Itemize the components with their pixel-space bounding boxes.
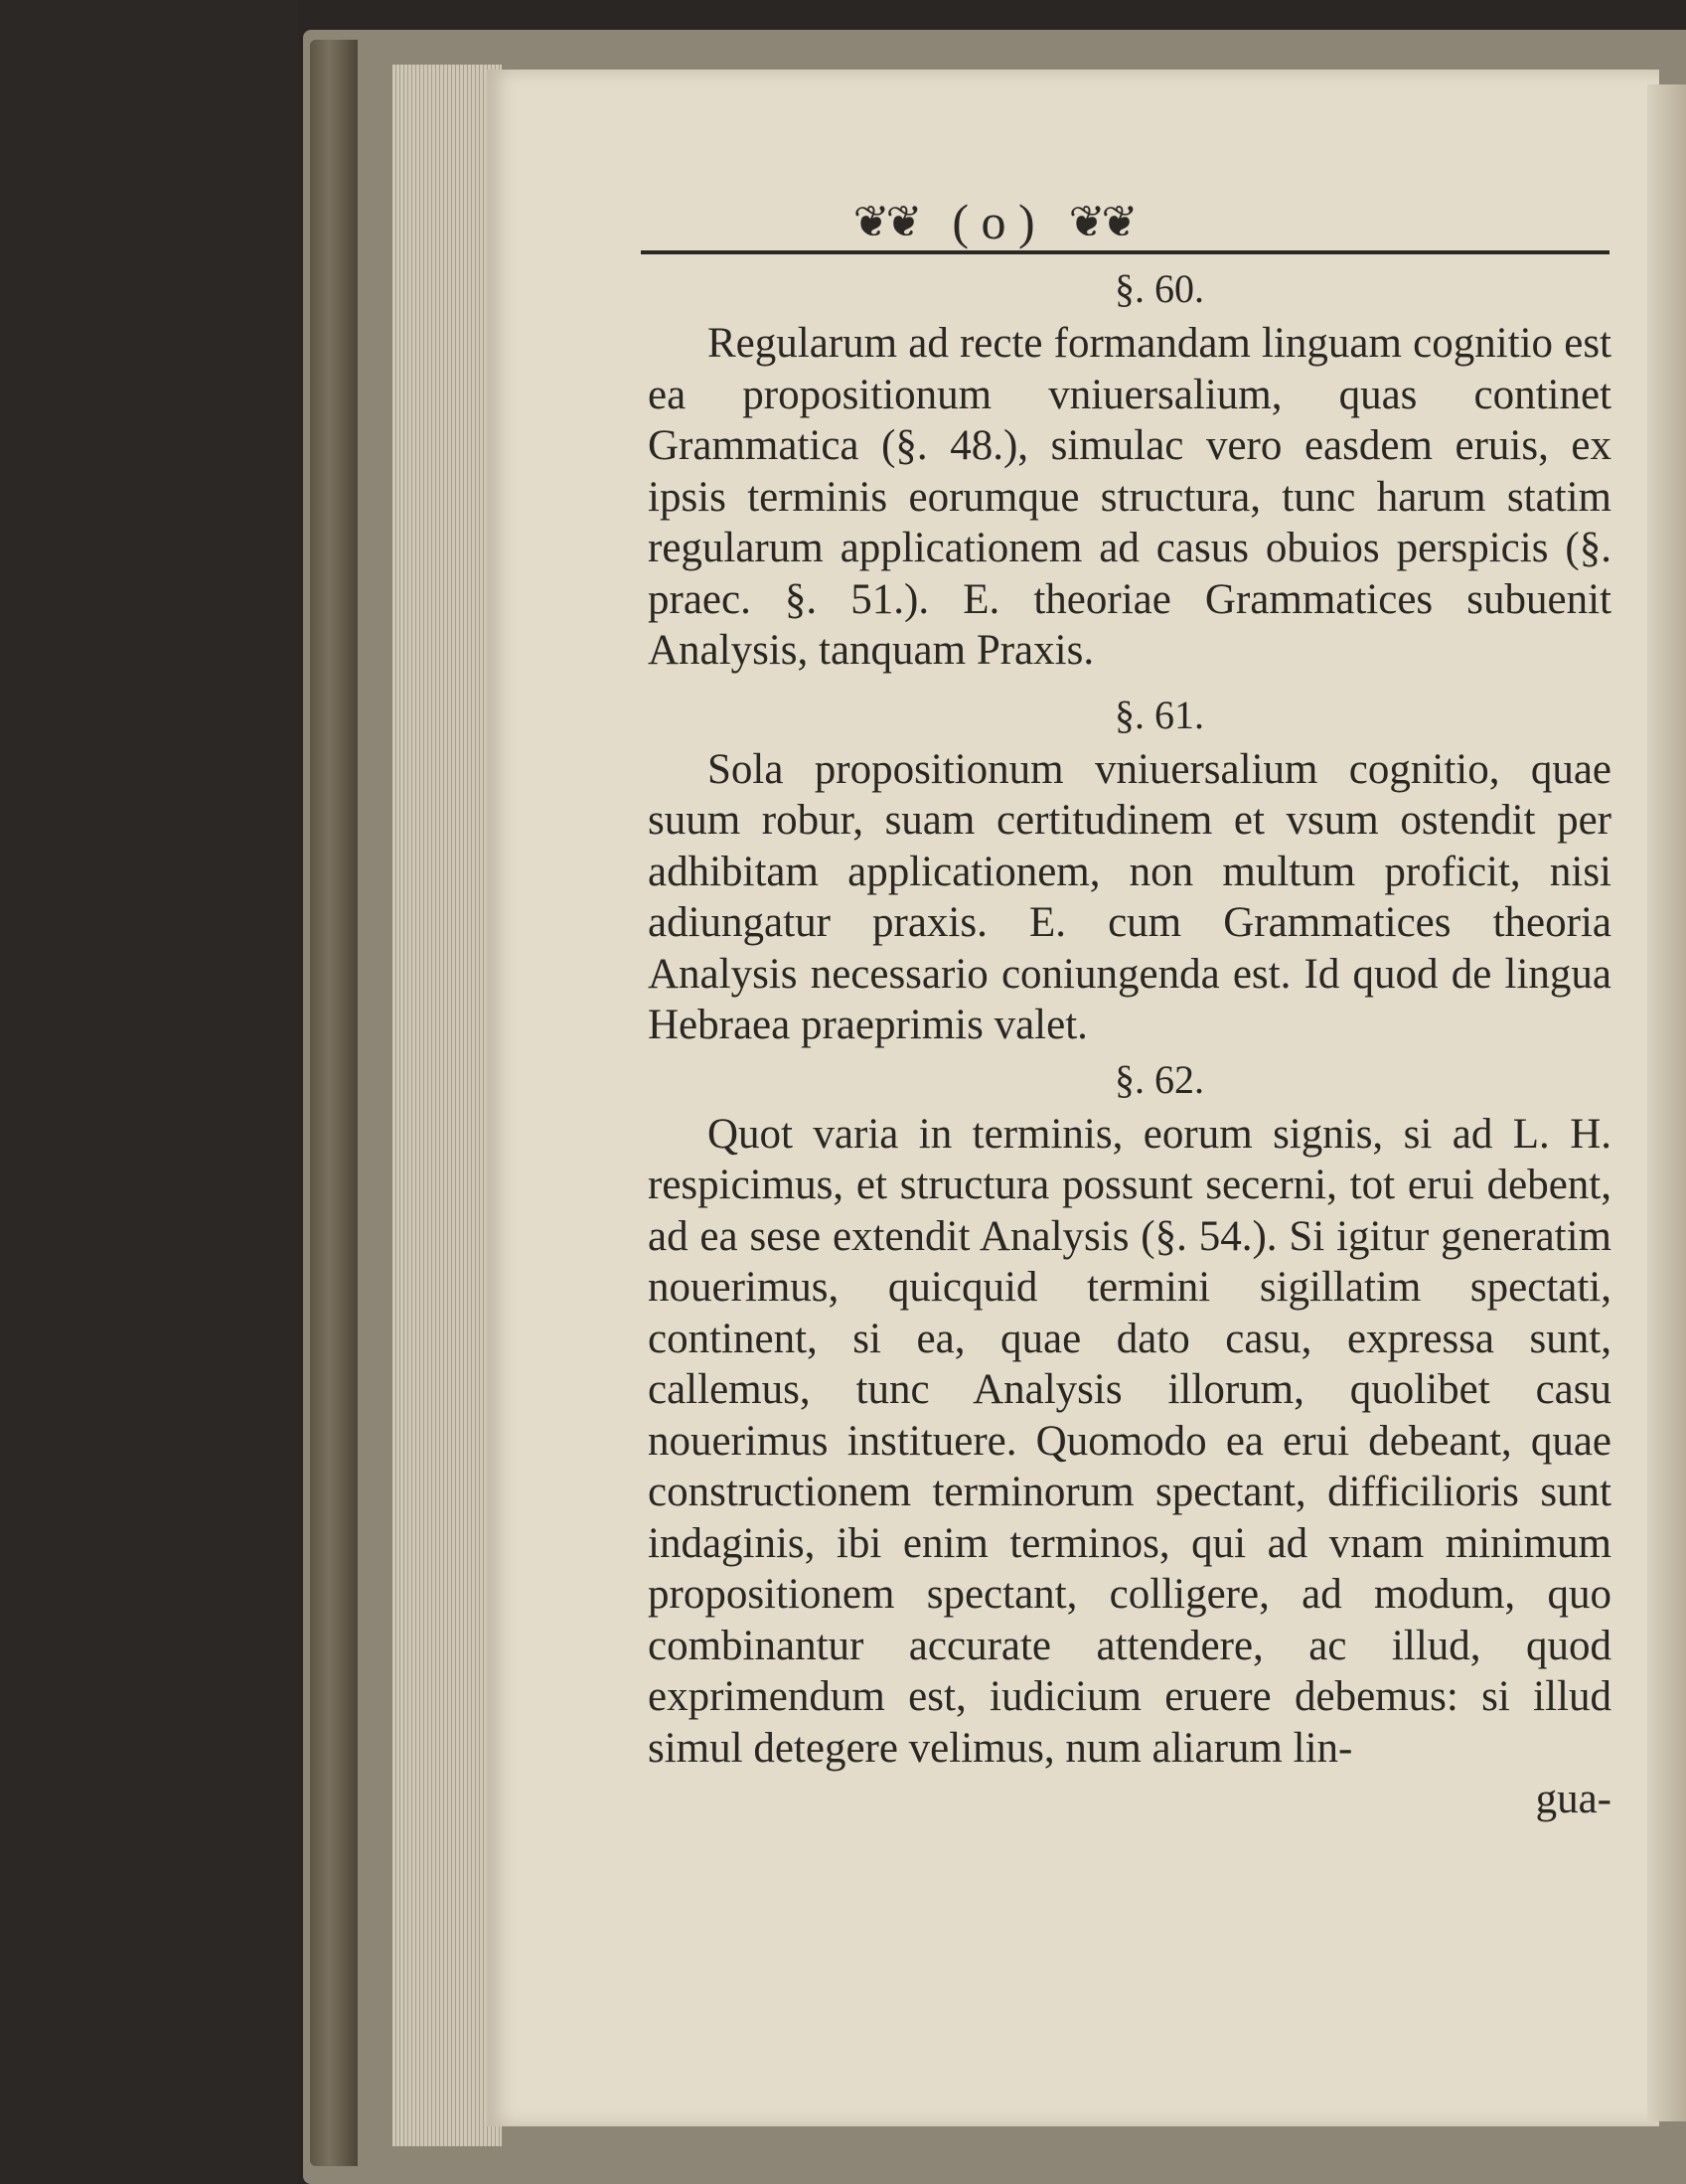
- page-right-edge: [1647, 84, 1686, 2121]
- paragraph-61: Sola propositionum vniuersalium cognitio, quae suum robur, suam certitudinem et vsum ostendit per adhibitam applicationem, non multum proficit, nisi adiungatur praxis. E. cum Grammatices theoria Analysis necessario coniungenda est. Id quod de lingua Hebraea praeprimis valet.: [648, 745, 1611, 1048]
- paragraph-60: Regularum ad recte formandam linguam cognitio est ea propositionum vniuersalium, quas continet Grammatica (§. 48.), simulac vero easdem eruis, ex ipsis terminis eorumque structura, tunc harum statim regularum applicationem ad casus obuios perspicis (§. praec. §. 51.). E. theoriae Grammatices subuenit Analysis, tanquam Praxis.: [648, 320, 1611, 674]
- ornament-right-icon: ❦❦: [1068, 197, 1135, 246]
- book-spine: [310, 40, 358, 2166]
- page-edges: [392, 65, 502, 2146]
- ornament-left-icon: ❦❦: [852, 197, 919, 246]
- catchword: gua-: [1535, 1776, 1611, 1822]
- background-left: [0, 0, 298, 2184]
- section-label-61: §. 61.: [1115, 692, 1204, 737]
- page-header: [646, 187, 1341, 256]
- section-label-62: §. 62.: [1115, 1056, 1204, 1102]
- section-label-60: §. 60.: [1115, 266, 1204, 311]
- header-rule: [641, 250, 1609, 254]
- paragraph-62: Quot varia in terminis, eorum signis, si ad L. H. respicimus, et structura possunt secerni, tot erui debent, ad ea sese extendit Analysis (§. 54.). Si igitur generatim nouerimus, quicquid termini sigillatim spectati, continent, si ea, quae dato casu, expressa sunt, callemus, tunc Analysis illorum, quolibet casu nouerimus instituere. Quomodo ea erui debeant, quae constructionem terminorum spectant, difficilioris sunt indaginis, ibi enim terminos, qui ad vnam minimum propositionem spectant, colligere, ad modum, quo combinantur accurate attendere, ac illud, quod exprimendum est, iudicium eruere debemus: si illud simul detegere velimus, num aliarum lin-: [648, 1110, 1611, 1772]
- page-number: ( o ): [952, 194, 1035, 249]
- text-block: [648, 260, 1611, 1825]
